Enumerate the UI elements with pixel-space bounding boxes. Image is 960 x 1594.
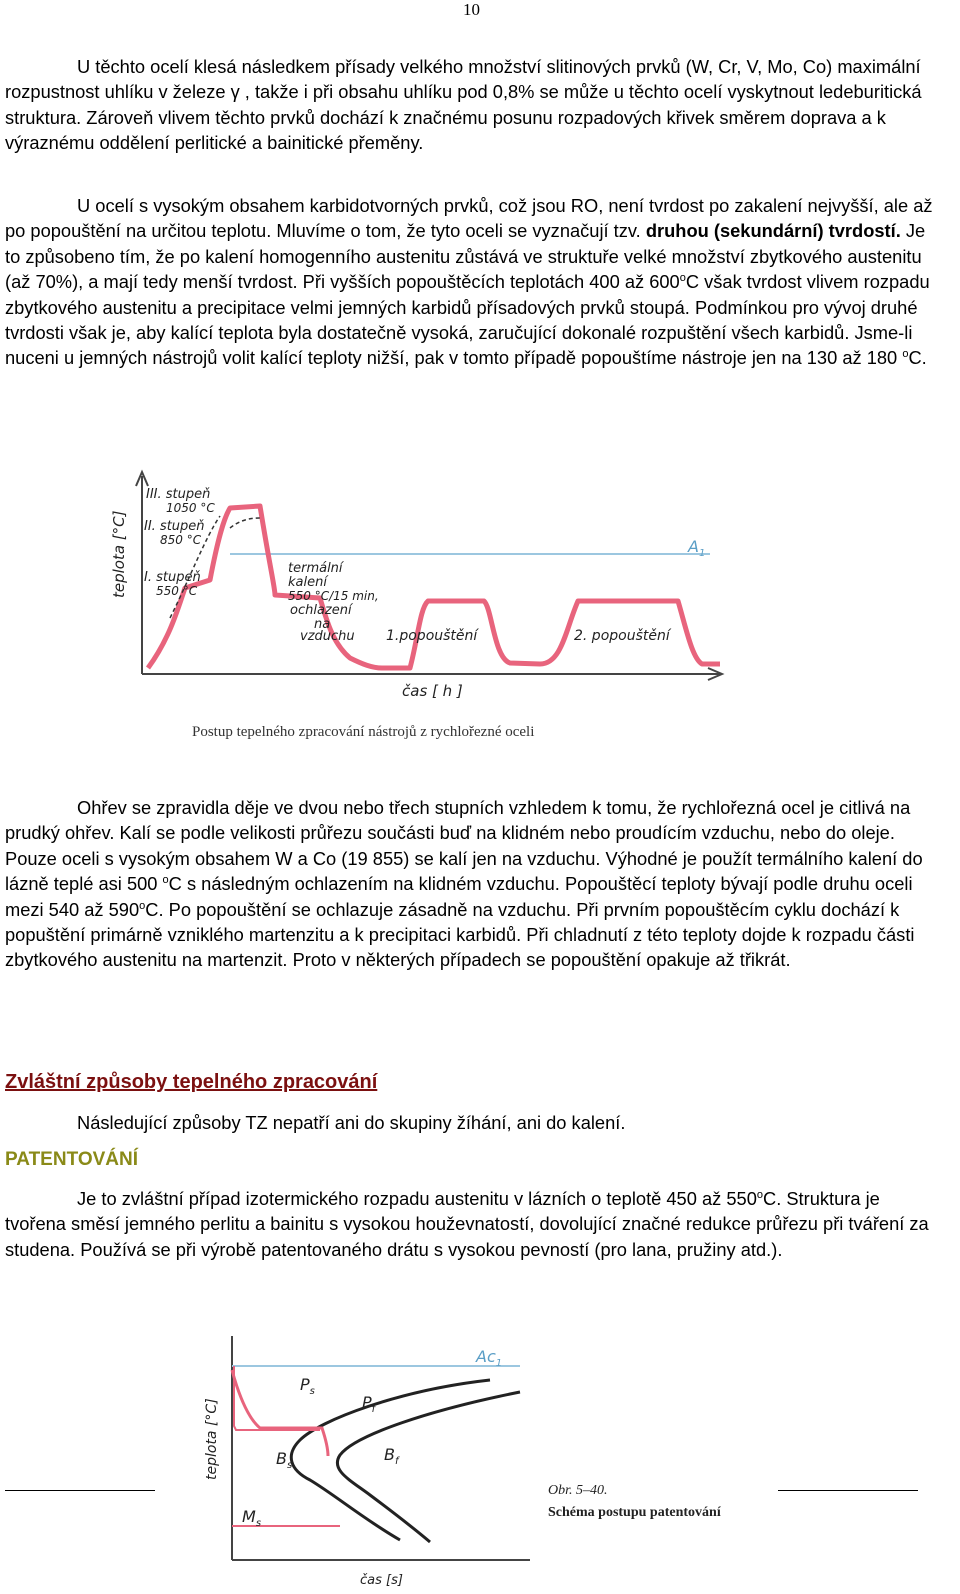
ms-label: $M_s$ [242, 1507, 262, 1529]
cooling-path [232, 1370, 328, 1456]
temper1-label: 1.popouštění [386, 628, 478, 644]
paragraph-2-text-d: C však tvrdost vlivem rozpadu zbytkového austenitu a precipitace velmi jemných karbidů přísadových prvků stoupá. Podmínkou pro vývoj druhé tvrdosti však je, aby kalící teplota byla dostatečně vysoká, zaručující dokonalé rozpuštění všech karbidů. Jsme-li nuceni u jemných nástrojů volit kalící teploty nižší, pak v tomto případě popouštíme nástroje jen na 130 až 180 [5, 271, 930, 369]
degree-sign: o [902, 348, 909, 361]
degree-sign: o [756, 1189, 763, 1201]
a1-label: $A_1$ [688, 537, 706, 559]
fig1-ylabel: teplota [°C] [110, 510, 128, 598]
footer-rule-right [778, 1490, 918, 1491]
paragraph-2-text-a: U ocelí s vysokým obsahem karbidotvorných prvků, což jsou RO, není tvrdost po zakalení nejvyšší, ale až po popouštění na určitou teplotu. Mluvíme o tom, že tyto oceli se vyznačují tzv. [5, 195, 933, 242]
bs-label: $B_s$ [276, 1449, 293, 1471]
footer-rule-left [5, 1490, 155, 1491]
paragraph-4-text: Následující způsoby TZ nepatří ani do skupiny žíhání, ani do kalení. [77, 1112, 626, 1133]
stage1-label: I. stupeň [144, 570, 201, 585]
degree-sign: o [162, 874, 169, 887]
paragraph-5 [5, 1186, 940, 1262]
pf-curve [337, 1392, 520, 1542]
section-heading: Zvláštní způsoby tepelného zpracování [5, 1071, 378, 1093]
paragraph-3-text-c: C. Po popouštění se ochlazuje zásadně na vzduchu. Při prvním popouštěcím cyklu dochází k popuštění primárně vzniklého martenzitu a k precipitaci karbidů. Při chladnutí z této teploty dojde k rozpadu části zbytkového austenitu na martenzit. Proto v některých případech se popouštění opakuje až třikrát. [5, 898, 915, 971]
fig2-ylabel: teplota [°C] [204, 1398, 220, 1480]
secondary-hardness-term: druhou (sekundární) tvrdostí. [645, 220, 901, 242]
fig2-caption: Schéma postupu patentování [548, 1505, 721, 1520]
thermal-label-2: kalení [288, 575, 327, 590]
stage2-label: II. stupeň [144, 519, 205, 534]
paragraph-1 [5, 54, 940, 156]
pf-label: $P_f$ [362, 1393, 376, 1415]
degree-sign: o [139, 899, 146, 912]
stage3-temp: 1050 °C [166, 501, 215, 515]
thermal-label-1: termální [288, 561, 343, 576]
heat-treatment-figure [100, 468, 740, 753]
paragraph-4 [5, 1110, 940, 1135]
patenting-heading: PATENTOVÁNÍ [5, 1149, 139, 1170]
paragraph-5-text-a: Je to zvláštní případ izotermického rozpadu austenitu v lázních o teplotě 450 až 550 [77, 1188, 757, 1209]
bf-label: $B_f$ [384, 1445, 399, 1467]
ps-label: $P_s$ [300, 1375, 315, 1397]
paragraph-5-text-b: C. Struktura je tvořena směsí jemného perlitu a bainitu s vysokou houževnatostí, dovolující značné redukce průřezu při tváření za studena. Používá se při výrobě patentovaného drátu s vysokou pevností (pro lana, pružiny atd.). [5, 1188, 929, 1260]
degree-sign: o [679, 272, 686, 285]
paragraph-1-text: U těchto ocelí klesá následkem přísady velkého množství slitinových prvků (W, Cr, V, Mo, Co) maximální rozpustnost uhlíku v železe γ , takže i při obsahu uhlíku pod 0,8% se může u těchto ocelí vyskytnout ledeburitická struktura. Zároveň vlivem těchto prvků dochází k značnému posunu rozpadových křivek směrem doprava a k výraznému oddělení perlitické a bainitické přeměny. [5, 56, 922, 154]
fig2-xlabel: čas [s] [360, 1573, 403, 1588]
fig1-xlabel: čas [ h ] [402, 682, 463, 700]
page-number: 10 [463, 0, 480, 19]
stage3-label: III. stupeň [146, 487, 211, 502]
thermal-label-4: ochlazení [290, 603, 352, 618]
stage3-dashed-line [230, 518, 260, 528]
paragraph-2-text-e: C. [908, 347, 927, 369]
thermal-label-3: 550 °C/15 min, [288, 589, 379, 603]
paragraph-2-text-c: Je to způsobeno tím, že po kalení homogenního austenitu zůstává ve struktuře velké množství zbytkového austenitu (až 70%), a mají tedy menší tvrdost. Při vyšších popouštěcích teplotách 400 až 600 [5, 220, 926, 293]
thermal-label-5: na [314, 617, 331, 632]
thermal-label-6: vzduchu [300, 629, 355, 644]
fig1-caption: Postup tepelného zpracování nástrojů z rychlořezné oceli [192, 724, 535, 740]
paragraph-3-text-b: C s následným ochlazením na klidném vzduchu. Popouštěcí teploty bývají podle druhu oceli mezi 540 až 590 [5, 873, 913, 920]
paragraph-2 [5, 193, 940, 371]
temper2-label: 2. popouštění [574, 628, 670, 644]
patenting-figure [190, 1330, 750, 1594]
stage1-temp: 550 °C [156, 584, 198, 598]
stage2-temp: 850 °C [160, 533, 202, 547]
ac1-label: $Ac_1$ [476, 1347, 503, 1369]
figure-number: Obr. 5–40. [548, 1483, 608, 1498]
paragraph-3-text-a: Ohřev se zpravidla děje ve dvou nebo třech stupních vzhledem k tomu, že rychlořezná ocel je citlivá na prudký ohřev. Kalí se podle velikosti průřezu součásti buď na klidném nebo proudícím vzduchu, nebo do oleje. Pouze oceli s vysokým obsahem W a Co (19 855) se kalí jen na vzduchu. Výhodné je použít termálního kalení do lázně teplé asi 500 [5, 797, 923, 895]
paragraph-3 [5, 795, 940, 973]
